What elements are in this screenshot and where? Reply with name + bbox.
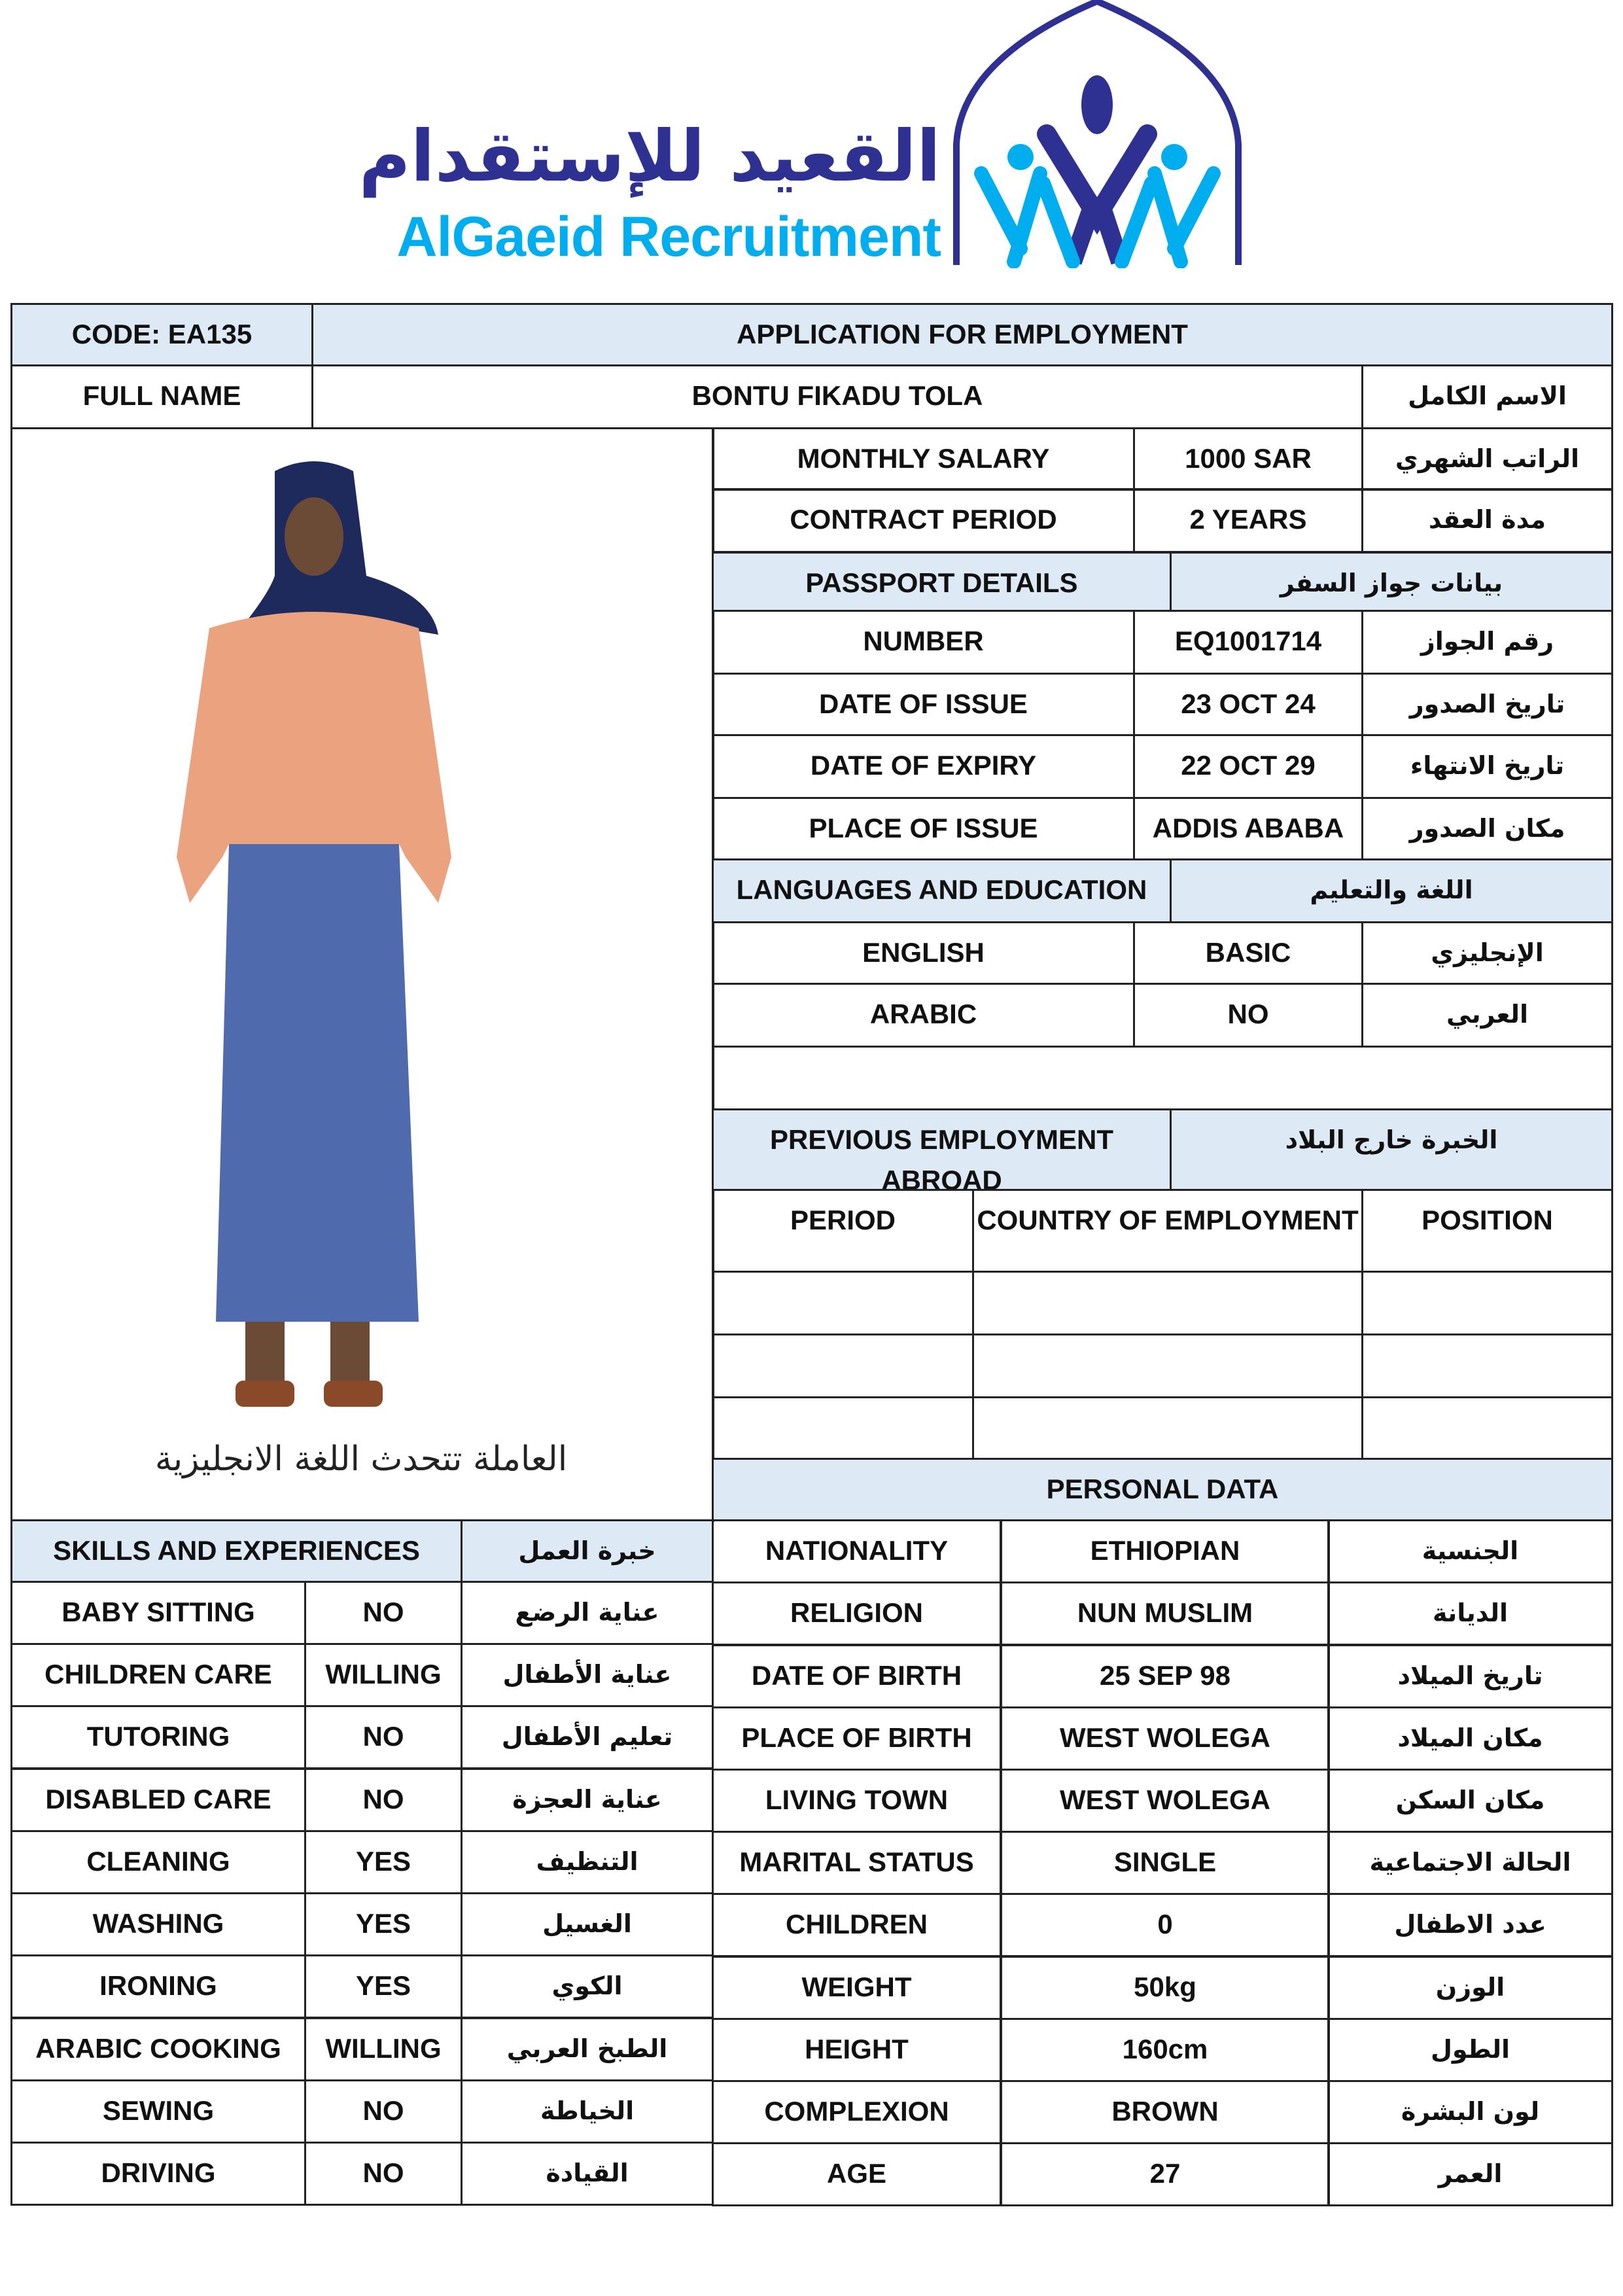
complexion-label: COMPLEXION <box>712 2080 1002 2144</box>
skill-arabic-cooking-label: ARABIC COOKING <box>10 2017 306 2081</box>
form-title: APPLICATION FOR EMPLOYMENT <box>311 303 1613 366</box>
place-of-birth-value: WEST WOLEGA <box>1000 1706 1330 1771</box>
english-label: ENGLISH <box>712 921 1135 985</box>
skill-washing-label-ar: الغسيل <box>461 1892 714 1956</box>
monthly-salary-label: MONTHLY SALARY <box>712 427 1135 491</box>
date-of-issue-label: DATE OF ISSUE <box>712 673 1135 736</box>
contract-period-label-ar: مدة العقد <box>1361 488 1613 553</box>
skill-driving-label: DRIVING <box>10 2142 306 2206</box>
marital-status-value: SINGLE <box>1000 1831 1330 1895</box>
passport-title: PASSPORT DETAILS <box>712 552 1172 612</box>
complexion-value: BROWN <box>1000 2080 1330 2144</box>
skill-disabled-care-label-ar: عناية العجزة <box>461 1768 714 1832</box>
complexion-label-ar: لون البشرة <box>1327 2080 1613 2144</box>
skill-ironing-label-ar: الكوي <box>461 1954 714 2019</box>
contract-period-label: CONTRACT PERIOD <box>712 488 1135 553</box>
skills-title: SKILLS AND EXPERIENCES <box>10 1519 462 1583</box>
children-label: CHILDREN <box>712 1893 1002 1957</box>
blank-row <box>712 1046 1613 1110</box>
place-of-issue-label: PLACE OF ISSUE <box>712 797 1135 860</box>
living-town-label-ar: مكان السكن <box>1327 1769 1613 1833</box>
weight-label-ar: الوزن <box>1327 1956 1613 2020</box>
prev-employment-empty-cell <box>712 1271 974 1335</box>
skill-sewing-label-ar: الخياطة <box>461 2079 714 2144</box>
skill-cleaning-label: CLEANING <box>10 1830 306 1894</box>
date-of-expiry-label-ar: تاريخ الانتهاء <box>1361 734 1613 799</box>
english-label-ar: الإنجليزي <box>1361 921 1613 985</box>
date-of-issue-label-ar: تاريخ الصدور <box>1361 673 1613 736</box>
skill-children-care-label-ar: عناية الأطفال <box>461 1643 714 1707</box>
skill-driving-value: NO <box>304 2142 462 2206</box>
living-town-label: LIVING TOWN <box>712 1769 1002 1833</box>
personal-data-title: PERSONAL DATA <box>712 1458 1613 1521</box>
prev-employment-empty-cell <box>972 1271 1363 1335</box>
nationality-label: NATIONALITY <box>712 1519 1002 1583</box>
skill-sewing-label: SEWING <box>10 2079 306 2144</box>
children-label-ar: عدد الاطفال <box>1327 1893 1613 1957</box>
arabic-label: ARABIC <box>712 983 1135 1048</box>
passport-number-value: EQ1001714 <box>1133 610 1363 675</box>
skill-ironing-label: IRONING <box>10 1954 306 2019</box>
date-of-expiry-value: 22 OCT 29 <box>1133 734 1363 799</box>
skill-baby-sitting-value: NO <box>304 1581 462 1645</box>
skill-ironing-value: YES <box>304 1954 462 2019</box>
marital-status-label: MARITAL STATUS <box>712 1831 1002 1895</box>
skill-washing-value: YES <box>304 1892 462 1956</box>
height-value: 160cm <box>1000 2018 1330 2082</box>
skill-children-care-label: CHILDREN CARE <box>10 1643 306 1707</box>
skill-baby-sitting-label: BABY SITTING <box>10 1581 306 1645</box>
skill-tutoring-label-ar: تعليم الأطفال <box>461 1705 714 1769</box>
monthly-salary-value: 1000 SAR <box>1133 427 1363 491</box>
religion-value: NUN MUSLIM <box>1000 1581 1330 1646</box>
passport-number-label: NUMBER <box>712 610 1135 675</box>
place-of-issue-label-ar: مكان الصدور <box>1361 797 1613 860</box>
full-name-label: FULL NAME <box>10 364 313 429</box>
prev-employment-empty-cell <box>712 1333 974 1398</box>
skills-title-ar: خبرة العمل <box>461 1519 714 1583</box>
nationality-value: ETHIOPIAN <box>1000 1519 1330 1583</box>
date-of-birth-label-ar: تاريخ الميلاد <box>1327 1644 1613 1708</box>
prev-employment-empty-cell <box>972 1333 1363 1398</box>
living-town-value: WEST WOLEGA <box>1000 1769 1330 1833</box>
skill-sewing-value: NO <box>304 2079 462 2144</box>
religion-label: RELIGION <box>712 1581 1002 1646</box>
logo-english-text: AlGaeid Recruitment <box>396 205 941 268</box>
photo-caption: العاملة تتحدث اللغة الانجليزية <box>154 1439 568 1479</box>
skill-driving-label-ar: القيادة <box>461 2142 714 2206</box>
place-of-birth-label-ar: مكان الميلاد <box>1327 1706 1613 1771</box>
form-code: CODE: EA135 <box>10 303 313 366</box>
date-of-birth-value: 25 SEP 98 <box>1000 1644 1330 1708</box>
prev-employment-empty-cell <box>1361 1271 1613 1335</box>
age-label: AGE <box>712 2142 1002 2206</box>
arabic-value: NO <box>1133 983 1363 1048</box>
prev-employment-col-position: POSITION <box>1361 1189 1613 1273</box>
contract-period-value: 2 YEARS <box>1133 488 1363 553</box>
prev-employment-col-period: PERIOD <box>712 1189 974 1273</box>
logo-arabic-text: القعيد للإستقدام <box>358 116 941 198</box>
skill-cleaning-label-ar: التنظيف <box>461 1830 714 1894</box>
place-of-birth-label: PLACE OF BIRTH <box>712 1706 1002 1771</box>
languages-title-ar: اللغة والتعليم <box>1170 858 1613 923</box>
previous-employment-title: PREVIOUS EMPLOYMENT ABROAD <box>712 1108 1172 1191</box>
skill-disabled-care-value: NO <box>304 1768 462 1832</box>
place-of-issue-value: ADDIS ABABA <box>1133 797 1363 860</box>
arabic-label-ar: العربي <box>1361 983 1613 1048</box>
monthly-salary-label-ar: الراتب الشهري <box>1361 427 1613 491</box>
logo-people-icon <box>949 0 1246 268</box>
weight-value: 50kg <box>1000 1956 1330 2020</box>
skill-tutoring-label: TUTORING <box>10 1705 306 1769</box>
date-of-expiry-label: DATE OF EXPIRY <box>712 734 1135 799</box>
date-of-issue-value: 23 OCT 24 <box>1133 673 1363 736</box>
passport-title-ar: بيانات جواز السفر <box>1170 552 1613 612</box>
age-label-ar: العمر <box>1327 2142 1613 2206</box>
photo-frame <box>10 427 714 1522</box>
skill-arabic-cooking-value: WILLING <box>304 2017 462 2081</box>
nationality-label-ar: الجنسية <box>1327 1519 1613 1583</box>
prev-employment-empty-cell <box>972 1396 1363 1460</box>
prev-employment-col-country: COUNTRY OF EMPLOYMENT <box>972 1189 1363 1273</box>
passport-number-label-ar: رقم الجواز <box>1361 610 1613 675</box>
age-value: 27 <box>1000 2142 1330 2206</box>
marital-status-label-ar: الحالة الاجتماعية <box>1327 1831 1613 1895</box>
languages-title: LANGUAGES AND EDUCATION <box>712 858 1172 923</box>
skill-disabled-care-label: DISABLED CARE <box>10 1768 306 1832</box>
children-value: 0 <box>1000 1893 1330 1957</box>
skill-washing-label: WASHING <box>10 1892 306 1956</box>
prev-employment-empty-cell <box>1361 1333 1613 1398</box>
skill-arabic-cooking-label-ar: الطبخ العربي <box>461 2017 714 2081</box>
full-name-value: BONTU FIKADU TOLA <box>311 364 1363 429</box>
full-name-label-ar: الاسم الكامل <box>1361 364 1613 429</box>
skill-children-care-value: WILLING <box>304 1643 462 1707</box>
prev-employment-empty-cell <box>712 1396 974 1460</box>
english-value: BASIC <box>1133 921 1363 985</box>
prev-employment-empty-cell <box>1361 1396 1613 1460</box>
date-of-birth-label: DATE OF BIRTH <box>712 1644 1002 1708</box>
skill-tutoring-value: NO <box>304 1705 462 1769</box>
weight-label: WEIGHT <box>712 1956 1002 2020</box>
height-label: HEIGHT <box>712 2018 1002 2082</box>
skill-baby-sitting-label-ar: عناية الرضع <box>461 1581 714 1645</box>
skill-cleaning-value: YES <box>304 1830 462 1894</box>
previous-employment-title-ar: الخبرة خارج البلاد <box>1170 1108 1613 1191</box>
religion-label-ar: الديانة <box>1327 1581 1613 1646</box>
height-label-ar: الطول <box>1327 2018 1613 2082</box>
